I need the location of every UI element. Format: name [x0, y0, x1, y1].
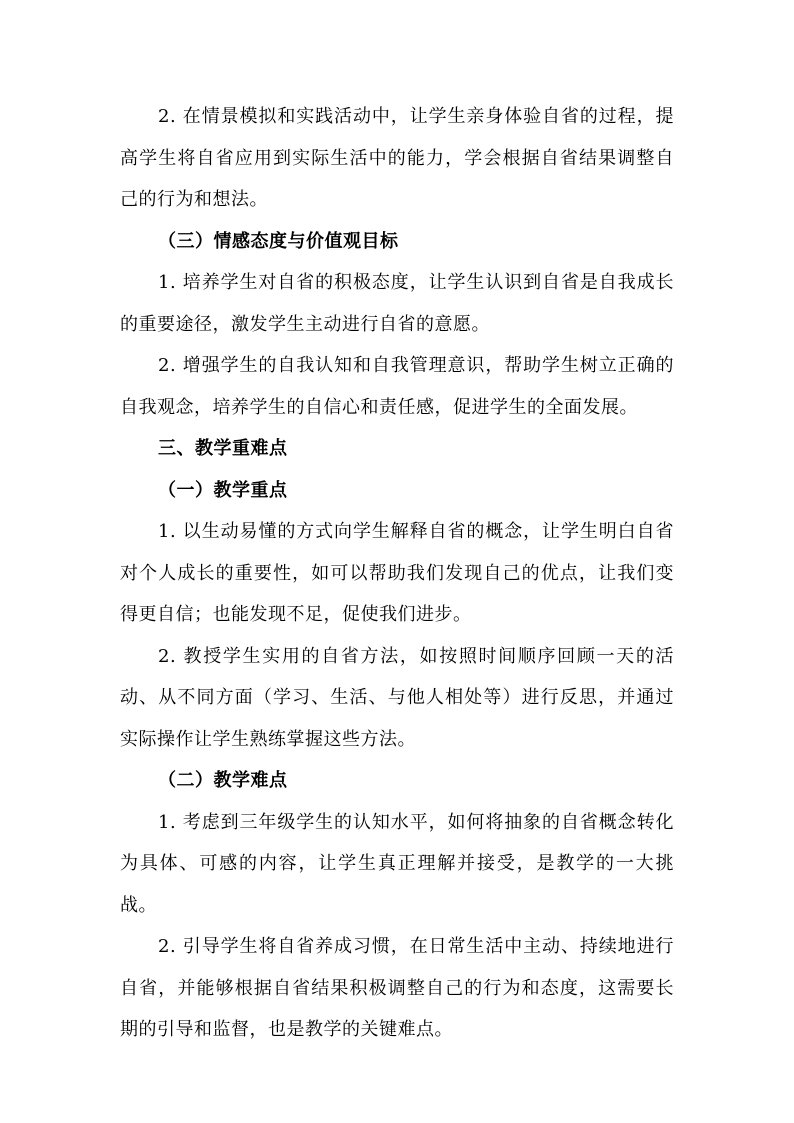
document-page	[120, 96, 674, 1051]
heading-difficult-points: （二）教学难点	[158, 770, 288, 791]
paragraph-difficult-point-1: 1. 考虑到三年级学生的认知水平，如何将抽象的自省概念转化为具体、可感的内容，让学生真正理解并接受，是教学的一大挑战。	[120, 811, 674, 916]
heading-key-points: （一）教学重点	[158, 479, 288, 501]
paragraph-practice-goal-2: 2. 在情景模拟和实践活动中，让学生亲身体验自省的过程，提高学生将自省应用到实际生活中的能力，学会根据自省结果调整自己的行为和想法。	[120, 106, 674, 210]
paragraph-difficult-point-2: 2. 引导学生将自省养成习惯，在日常生活中主动、持续地进行自省，并能够根据自省结果积极调整自己的行为和态度，这需要长期的引导和监督，也是教学的关键难点。	[120, 936, 674, 1040]
paragraph-key-point-1: 1. 以生动易懂的方式向学生解释自省的概念，让学生明白自省对个人成长的重要性，如可以帮助我们发现自己的优点，让我们变得更自信；也能发现不足，促使我们进步。	[120, 521, 674, 625]
heading-key-difficult-points: 三、教学重难点	[158, 438, 288, 459]
heading-emotion-values-goals: （三）情感态度与价值观目标	[158, 230, 399, 252]
paragraph-emotion-goal-2: 2. 增强学生的自我认知和自我管理意识，帮助学生树立正确的自我观念，培养学生的自信心和责任感，促进学生的全面发展。	[120, 355, 674, 418]
paragraph-key-point-2: 2. 教授学生实用的自省方法，如按照时间顺序回顾一天的活动、从不同方面（学习、生活、与他人相处等）进行反思，并通过实际操作让学生熟练掌握这些方法。	[120, 645, 674, 750]
paragraph-emotion-goal-1: 1. 培养学生对自省的积极态度，让学生认识到自省是自我成长的重要途径，激发学生主动进行自省的意愿。	[120, 272, 674, 335]
